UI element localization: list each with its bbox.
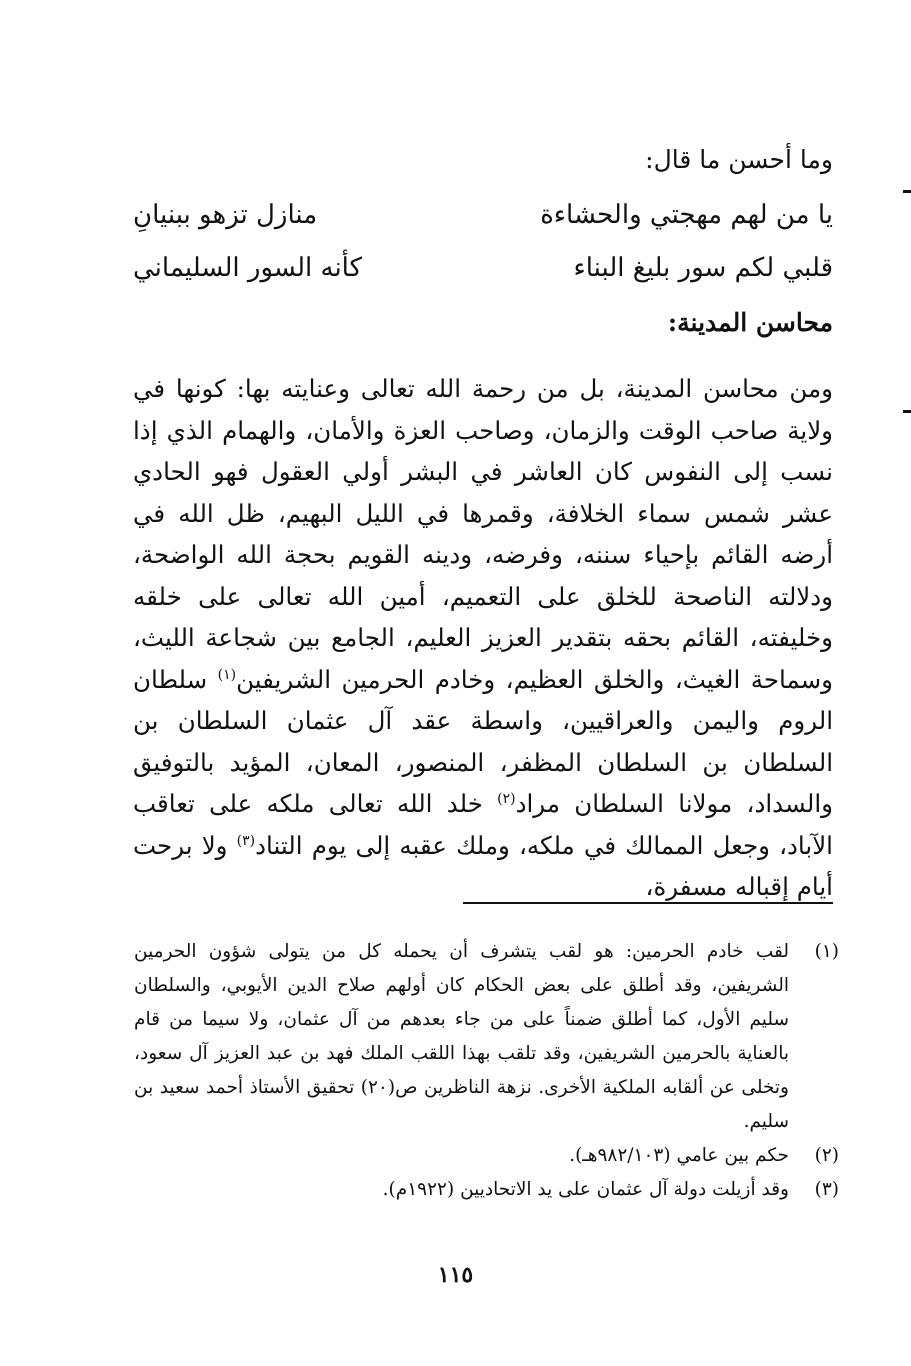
body-text-segment: ومن محاسن المدينة، بل من رحمة الله تعالى وعنايته بها: كونها في ولاية صاحب الوقت والزمان، وصاحب العزة والأمان، والهمام الذي إذا نسب إلى النفوس كان العاشر في البشر أولي العقول فهو الحادي عشر شمس سماء الخلافة، وقمرها في الليل البهيم، ظل الله في أرضه القائم بإحياء سننه، وفرضه، ودينه القويم بحجة الله الواضحة، ودلالته الناصحة للخلق على التعميم، أمين الله تعالى على خلقه وخليفته، القائم بحقه بتقدير العزيز العليم، الجامع بين شجاعة الليث، وسماحة الغيث، والخلق العظيم، وخادم الحرمين الشريفين	[133, 374, 833, 694]
verse-first-hemistich: يا من لهم مهجتي والحشاءة	[540, 200, 833, 230]
footnote	[134, 1173, 839, 1207]
body-text-segment: خلد الله تعالى ملكه على تعاقب الآباد، وجعل الممالك في ملكه، وملك عقبه إلى يوم التناد	[133, 789, 833, 860]
footnote-ref: (١)	[217, 666, 237, 683]
body-paragraph	[133, 368, 833, 908]
body-text-segment: ولا برحت أيام إقباله مسفرة،	[133, 830, 833, 901]
verse-second-hemistich: منازل تزهو ببنيانِ	[133, 200, 318, 230]
footnote-number: (٣)	[814, 1179, 839, 1200]
intro-line: وما أحسن ما قال:	[645, 145, 833, 174]
page-edge-mark	[903, 190, 911, 193]
page-edge-mark	[903, 410, 911, 413]
footnote-divider	[463, 902, 833, 904]
section-heading: محاسن المدينة:	[667, 308, 833, 337]
body-text-segment: سلطان الروم واليمن والعراقيين، واسطة عقد آل عثمان السلطان بن السلطان بن السلطان المظفر، المنصور، المعان، المؤيد بالتوفيق والسداد، مولانا السلطان مراد	[133, 664, 833, 818]
verse-second-hemistich: كأنه السور السليماني	[133, 253, 362, 283]
footnote-ref: (٣)	[236, 832, 256, 849]
footnote-number: (١)	[814, 941, 839, 962]
page-number: ١١٥	[437, 1262, 474, 1288]
footnote-ref: (٢)	[497, 790, 516, 807]
footnote-text: لقب خادم الحرمين: هو لقب يتشرف أن يحمله كل من يتولى شؤون الحرمين الشريفين، وقد أطلق على بعض الحكام كان أولهم صلاح الدين الأيوبي، والسلطان سليم الأول، كما أطلق ضمناً على من جاء بعدهم من آل عثمان، ولا سيما من قام بالعناية بالحرمين الشريفين، وقد تلقب بهذا اللقب الملك فهد بن عبد العزيز آل سعود، وتخلى عن ألقابه الملكية الأخرى. نزهة الناظرين ص(٢٠) تحقيق الأستاذ أحمد سعيد بن سليم.	[134, 941, 789, 1132]
footnote-number: (٢)	[814, 1145, 839, 1166]
verse-line	[133, 243, 833, 293]
footnote	[134, 935, 839, 1139]
footnotes	[134, 935, 839, 1207]
verse-line	[133, 190, 833, 240]
footnote-text: وقد أزيلت دولة آل عثمان على يد الاتحاديين (١٩٢٢م).	[382, 1179, 789, 1200]
verse-first-hemistich: قلبي لكم سور بليغ البناء	[573, 253, 833, 283]
footnote-text: حكم بين عامي (٩٨٢/١٠٣هـ).	[569, 1145, 789, 1166]
footnote	[134, 1139, 839, 1173]
